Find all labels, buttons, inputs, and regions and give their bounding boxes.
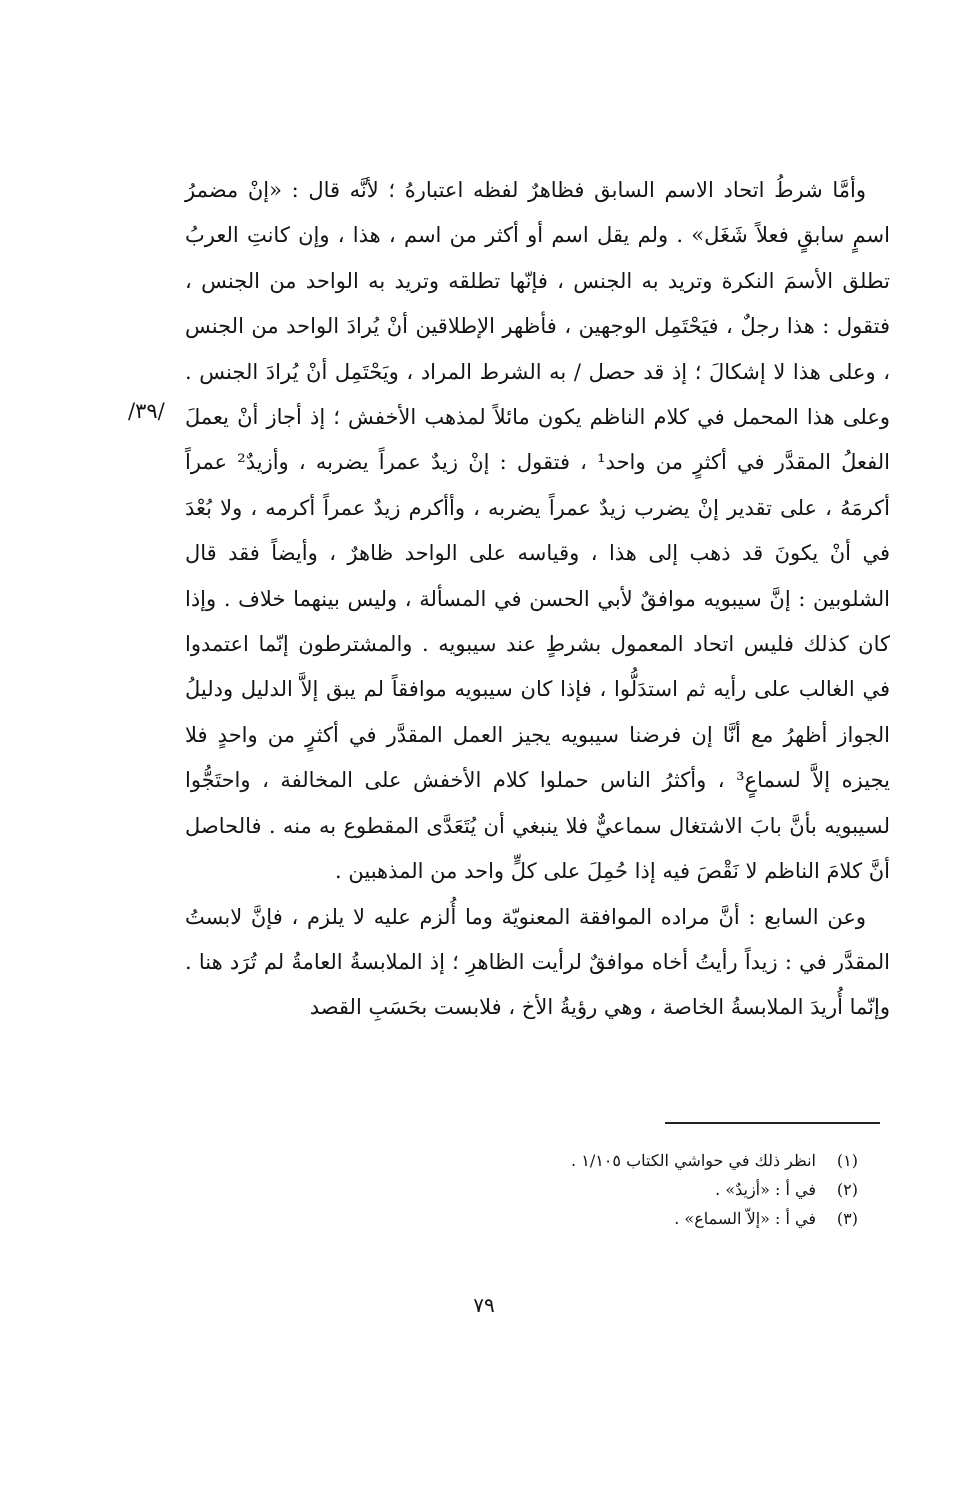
footnote-number: (٢) — [836, 1180, 858, 1199]
footnotes — [358, 1146, 858, 1233]
footnote-text: في أ : «أزيدٌ» . — [715, 1180, 816, 1199]
footnote-text: في أ : «إلاّ السماع» . — [674, 1209, 816, 1228]
footnote-text: انظر ذلك في حواشي الكتاب ١/١٠٥ . — [571, 1151, 816, 1170]
footnote-item — [358, 1175, 858, 1204]
paragraph-1: وأمَّا شرطُ اتحاد الاسم السابق فظاهرٌ لفظه اعتبارهُ ؛ لأنَّه قال : «إنْ مضمرُ اسمٍ سابقٍ فعلاً شَغَل» . ولم يقل اسم أو أكثر من اسم ، هذا ، وإن كانتِ العربُ تطلق الأسمَ النكرة وتريد به الجنس ، فإنّها تطلقه وتريد به الواحد من الجنس ، فتقول : هذا رجلٌ ، فيَحْتَمِل الوجهين ، فأظهر الإطلاقين أنْ يُرادَ الواحد من الجنس ، وعلى هذا لا إشكالَ ؛ إذ قد حصل / به الشرط المراد ، ويَحْتَمِل أنْ يُرادَ الجنس . وعلى هذا المحمل في كلام الناظم يكون مائلاً لمذهب الأخفش ؛ إذ أجاز أنْ يعملَ الفعلُ المقدَّر في أكثرٍ من واحد¹ ، فتقول : إنْ زيدٌ عمراً يضربه ، وأزيدٌ² عمراً أكرمَهُ ، على تقدير إنْ يضرب زيدٌ عمراً يضربه ، وأأكرم زيدٌ عمراً أكرمه ، ولا بُعْدَ في أنْ يكونَ قد ذهب إلى هذا ، وقياسه على الواحد ظاهرٌ ، وأيضاً فقد قال الشلوبين : إنَّ سيبويه موافقٌ لأبي الحسن في المسألة ، وليس بينهما خلاف . وإذا كان كذلك فليس اتحاد المعمول بشرطٍ عند سيبويه . والمشترطون إنّما اعتمدوا في الغالب على رأيه ثم استدَلُّوا ، فإذا كان سيبويه موافقاً لم يبق إلاَّ الدليل ودليلُ الجواز أظهرُ مع أنَّا إن فرضنا سيبويه يجيز العمل المقدَّر في أكثرٍ من واحدٍ فلا يجيزه إلاَّ لسماعٍ³ ، وأكثرُ الناس حملوا كلام الأخفش على المخالفة ، واحتَجُّوا لسيبويه بأنَّ بابَ الاشتغال سماعيٌّ فلا ينبغي أن يُتَعَدَّى المقطوع به منه . فالحاصل أنَّ كلامَ الناظم لا نَقْصَ فيه إذا حُمِلَ على كلٍّ واحد من المذهبين . — [185, 178, 890, 884]
footnote-separator — [665, 1122, 880, 1124]
footnote-item — [358, 1146, 858, 1175]
main-text-block — [185, 168, 890, 1031]
paragraph-2: وعن السابع : أنَّ مراده الموافقة المعنويّة وما أُلزم عليه لا يلزم ، فإنَّ لابستُ المقدَّر في : زيداً رأيتُ أخاه موافقٌ لرأيت الظاهرِ ؛ إذ الملابسةُ العامةُ لم تُرَد هنا . وإنّما أُريدَ الملابسةُ الخاصة ، وهي رؤيةُ الأخ ، فلابست بحَسَبِ القصد — [185, 904, 890, 1020]
footnote-number: (١) — [836, 1151, 858, 1170]
footnote-item — [358, 1204, 858, 1233]
page-number: ٧٩ — [473, 1293, 495, 1317]
margin-page-reference: /٣٩/ — [128, 399, 165, 423]
footnote-number: (٣) — [836, 1209, 858, 1228]
